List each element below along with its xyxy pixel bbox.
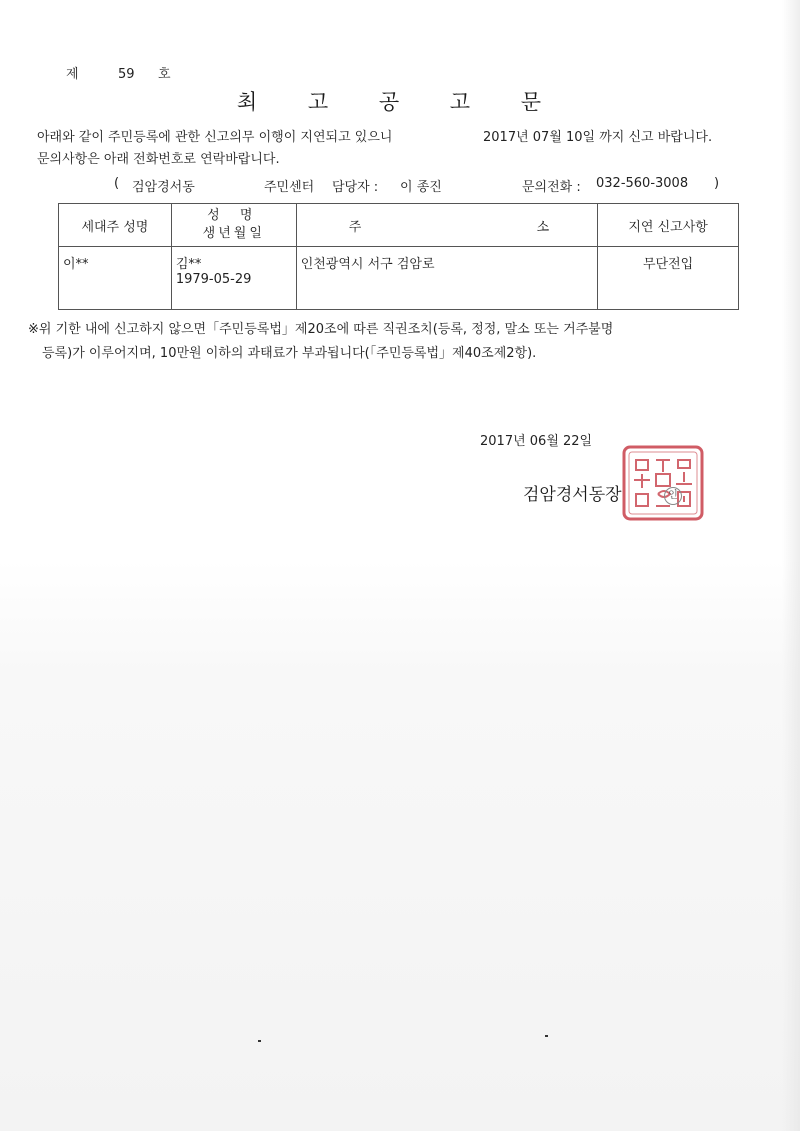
official-seal bbox=[620, 444, 706, 522]
header-birth: 생년월일 bbox=[202, 226, 265, 241]
header-householder: 세대주 성명 bbox=[59, 204, 172, 247]
cell-birth: 1979-05-29 bbox=[175, 272, 252, 287]
page-title: 최 고 공 고 문 bbox=[236, 90, 564, 114]
contact-office: 검암경서동 bbox=[132, 180, 195, 195]
table-row bbox=[59, 247, 739, 310]
warning-line-2: 등록)가 이루어지며, 10만원 이하의 과태료가 부과됩니다(「주민등록법」제40조제2항). bbox=[42, 346, 537, 361]
cell-name: 김** bbox=[175, 257, 202, 272]
contact-close-paren: ) bbox=[714, 176, 720, 191]
contact-center: 주민센터 bbox=[264, 180, 315, 195]
header-name: 성 명 bbox=[207, 208, 261, 223]
notice-number bbox=[66, 63, 171, 82]
notice-number-suffix: 호 bbox=[158, 67, 171, 82]
intro-line-2: 문의사항은 아래 전화번호로 연락바랍니다. bbox=[37, 152, 280, 167]
notice-number-value: 59 bbox=[118, 67, 135, 82]
intro-line-1: 아래와 같이 주민등록에 관한 신고의무 이행이 지연되고 있으니 bbox=[37, 130, 393, 145]
scan-shading bbox=[0, 560, 800, 1131]
table-header-row bbox=[59, 204, 739, 247]
issue-date: 2017년 06월 22일 bbox=[480, 434, 593, 449]
cell-address: 인천광역시 서구 검암로 bbox=[296, 247, 598, 310]
header-address-1: 주 bbox=[348, 220, 362, 235]
cell-status: 무단전입 bbox=[598, 247, 739, 310]
scan-speck bbox=[258, 1040, 261, 1042]
header-name-birth bbox=[171, 204, 296, 247]
header-status: 지연 신고사항 bbox=[598, 204, 739, 247]
cell-householder: 이** bbox=[59, 247, 172, 310]
notice-table bbox=[58, 203, 739, 310]
contact-line bbox=[114, 176, 724, 196]
seal-mark-circle: 인 bbox=[664, 487, 682, 505]
cell-name-birth bbox=[171, 247, 296, 310]
notice-number-prefix: 제 bbox=[66, 67, 79, 82]
warning-line-1: ※위 기한 내에 신고하지 않으면「주민등록법」제20조에 따른 직권조치(등록, 정정, 말소 또는 거주불명 bbox=[28, 322, 614, 337]
contact-manager-label: 담당자 : bbox=[332, 180, 379, 195]
contact-manager-name: 이 종진 bbox=[400, 180, 442, 195]
signer-title: 검암경서동장 bbox=[523, 485, 622, 505]
scan-edge-shadow bbox=[782, 0, 800, 1131]
contact-phone: 032-560-3008 bbox=[596, 176, 689, 191]
scan-speck bbox=[545, 1035, 548, 1037]
contact-open-paren: ( bbox=[114, 176, 120, 191]
header-address-2: 소 bbox=[536, 220, 550, 235]
intro-deadline: 2017년 07월 10일 까지 신고 바랍니다. bbox=[483, 130, 713, 145]
header-address bbox=[296, 204, 598, 247]
contact-phone-label: 문의전화 : bbox=[522, 180, 581, 195]
